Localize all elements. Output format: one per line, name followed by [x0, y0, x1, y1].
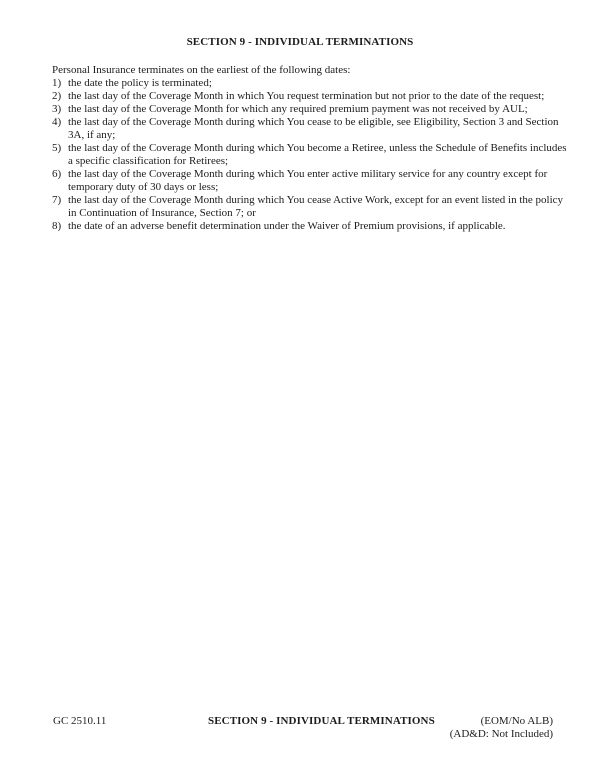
- list-item-number: 3): [52, 103, 62, 115]
- list-item-text: the last day of the Coverage Month during which You cease Active Work, except for an event listed in the policy in Continuation of Insurance, Section 7; or: [68, 194, 564, 219]
- footer-form-codes: [450, 715, 553, 741]
- list-item-text: the last day of the Coverage Month during which You cease to be eligible, see Eligibility, Section 3 and Section 3A, if any;: [68, 116, 559, 141]
- list-item: [52, 168, 600, 194]
- list-item: [52, 116, 600, 142]
- footer-doc-code: GC 2510.11: [53, 715, 107, 727]
- list-item-number: 6): [52, 168, 62, 180]
- list-item-text: the last day of the Coverage Month during which You become a Retiree, unless the Schedule of Benefits includes a specific classification for Retirees;: [68, 142, 567, 167]
- list-item: [52, 103, 600, 116]
- terminations-list: [52, 77, 600, 233]
- list-item: [52, 194, 600, 220]
- list-item: [52, 90, 600, 103]
- list-item-number: 2): [52, 90, 62, 102]
- list-item-text: the date of an adverse benefit determination under the Waiver of Premium provisions, if applicable.: [68, 220, 506, 232]
- list-item-text: the last day of the Coverage Month for which any required premium payment was not received by AUL;: [68, 103, 528, 115]
- page-footer: [0, 715, 600, 755]
- list-item-number: 8): [52, 220, 62, 232]
- list-item: [52, 220, 600, 233]
- page-title: SECTION 9 - INDIVIDUAL TERMINATIONS: [186, 36, 414, 48]
- list-item-number: 7): [52, 194, 62, 206]
- list-item-number: 5): [52, 142, 62, 154]
- list-item: [52, 77, 600, 90]
- list-item-text: the date the policy is terminated;: [68, 77, 212, 89]
- list-item-text: the last day of the Coverage Month during which You enter active military service for any country except for temporary duty of 30 days or less;: [68, 168, 548, 193]
- intro-paragraph: Personal Insurance terminates on the earliest of the following dates:: [52, 64, 351, 76]
- footer-form-code-line2: (AD&D: Not Included): [449, 728, 553, 740]
- list-item-text: the last day of the Coverage Month in which You request termination but not prior to the date of the request;: [68, 90, 545, 102]
- footer-section-title: SECTION 9 - INDIVIDUAL TERMINATIONS: [208, 715, 435, 727]
- footer-form-code-line1: (EOM/No ALB): [480, 715, 553, 727]
- list-item: [52, 142, 600, 168]
- list-item-number: 1): [52, 77, 62, 89]
- list-item-number: 4): [52, 116, 62, 128]
